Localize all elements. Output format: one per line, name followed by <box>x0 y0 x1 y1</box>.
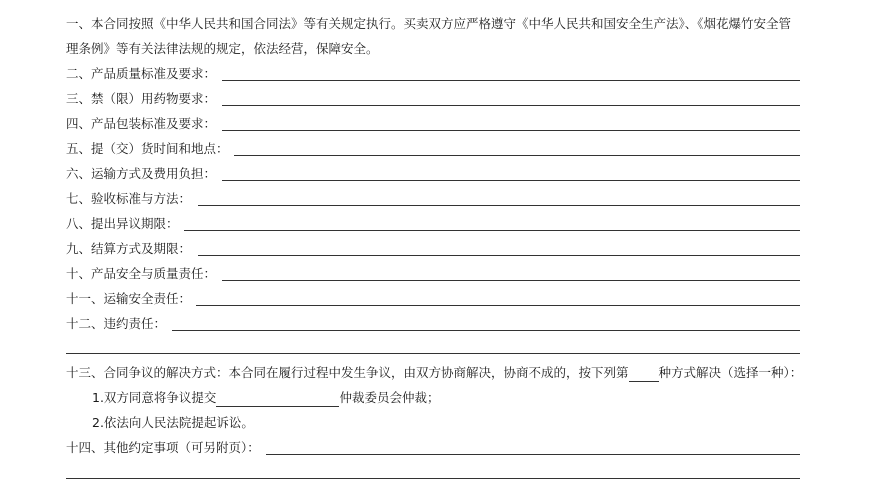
clause-1-line-1: 一、本合同按照《中华人民共和国合同法》等有关规定执行。买卖双方应严格遵守《中华人民共和国安全生产法》、《烟花爆竹安全管 <box>66 16 792 31</box>
clause-4-label: 四、产品包装标准及要求： <box>66 116 217 131</box>
clause-13-line <box>66 364 802 382</box>
clause-12-field[interactable] <box>172 330 800 331</box>
clause-10-label: 十、产品安全与质量责任： <box>66 266 217 281</box>
clause-13-option-1 <box>92 389 439 407</box>
clause-4-field[interactable] <box>222 130 800 131</box>
clause-14-label: 十四、其他约定事项（可另附页）： <box>66 440 260 455</box>
clause-14-field[interactable] <box>266 454 800 455</box>
clause-3-label: 三、禁（限）用药物要求： <box>66 91 217 106</box>
arbitration-commission-blank[interactable] <box>216 392 339 407</box>
option-1-suffix: 仲裁委员会仲裁； <box>339 390 440 405</box>
clause-6-label: 六、运输方式及费用负担： <box>66 166 217 181</box>
clause-8-label: 八、提出异议期限： <box>66 216 179 231</box>
clause-1-line-2: 理条例》等有关法律法规的规定，依法经营，保障安全。 <box>66 41 379 56</box>
clause-13-suffix: 种方式解决（选择一种）： <box>658 365 803 380</box>
clause-11-field[interactable] <box>196 305 800 306</box>
clause-8-field[interactable] <box>184 230 800 231</box>
clause-11-label: 十一、运输安全责任： <box>66 291 192 306</box>
clause-7-label: 七、验收标准与方法： <box>66 191 192 206</box>
clause-3-field[interactable] <box>222 105 800 106</box>
clause-2-field[interactable] <box>222 80 800 81</box>
clause-5-field[interactable] <box>234 155 800 156</box>
clause-5-label: 五、提（交）货时间和地点： <box>66 141 229 156</box>
clause-6-field[interactable] <box>222 180 800 181</box>
clause-10-field[interactable] <box>222 280 800 281</box>
clause-12-label: 十二、违约责任： <box>66 316 167 331</box>
clause-13-choice-blank[interactable] <box>629 367 659 382</box>
clause-13-option-2: 2.依法向人民法院提起诉讼。 <box>92 415 254 430</box>
clause-12-extra-line[interactable] <box>66 353 800 354</box>
clause-9-field[interactable] <box>198 255 800 256</box>
clause-2-label: 二、产品质量标准及要求： <box>66 66 217 81</box>
clause-9-label: 九、结算方式及期限： <box>66 241 192 256</box>
option-1-prefix: 1.双方同意将争议提交 <box>92 390 217 405</box>
clause-14-extra-line[interactable] <box>66 478 800 479</box>
clause-7-field[interactable] <box>198 205 800 206</box>
clause-13-prefix: 十三、合同争议的解决方式：本合同在履行过程中发生争议，由双方协商解决，协商不成的，按下列第 <box>66 365 629 380</box>
